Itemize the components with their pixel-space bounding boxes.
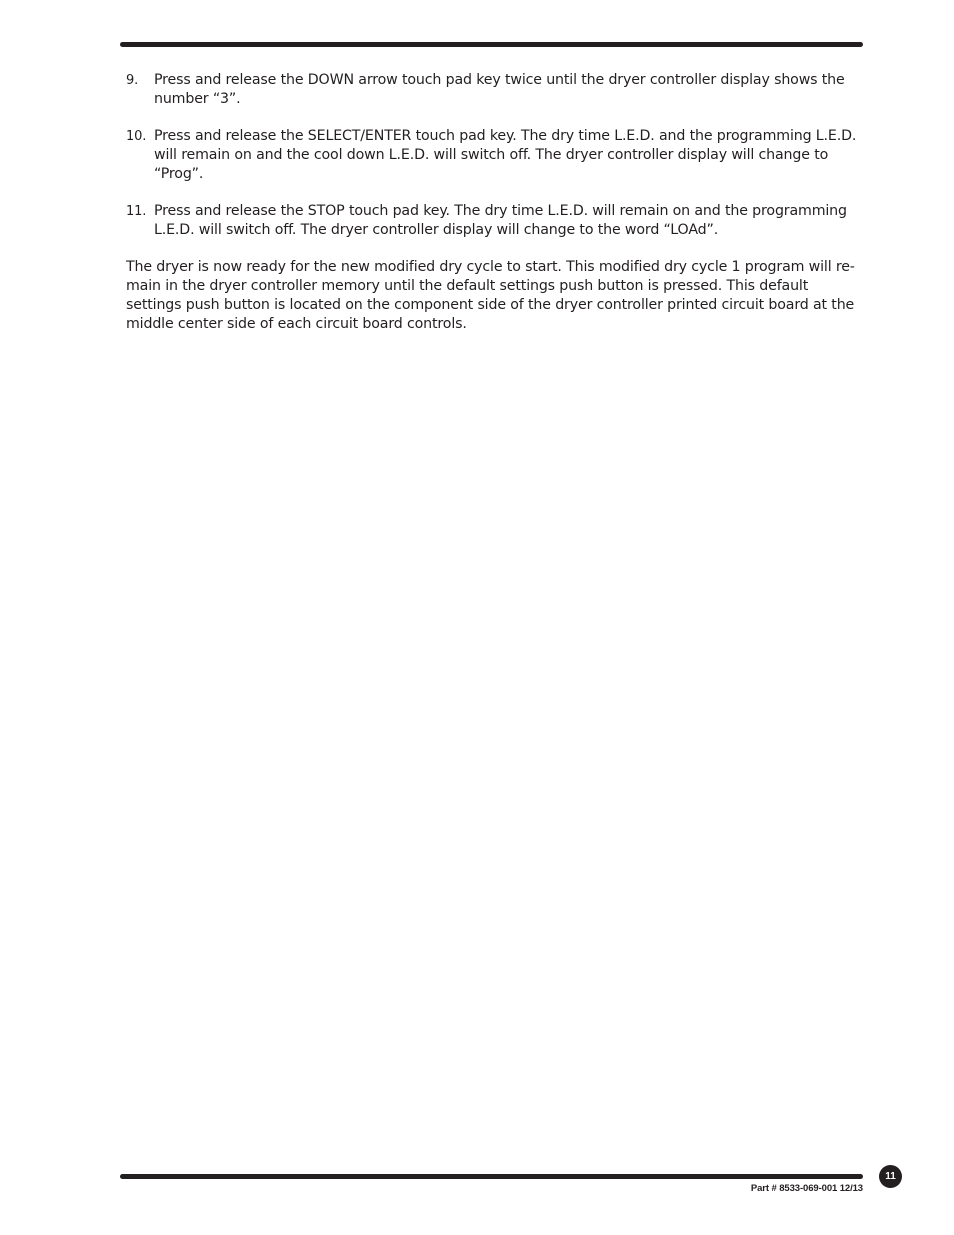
closing-paragraph: The dryer is now ready for the new modified dry cycle to start. This modified dry cycle 1 program will remain in the dryer controller memory until the default settings push button is pressed. This default settings push button is located on the component side of the dryer controller printed circuit board at the middle center side of each circuit board controls. bbox=[126, 259, 855, 332]
step-item bbox=[126, 202, 862, 240]
header-rule bbox=[120, 42, 863, 47]
step-number: 11. bbox=[126, 204, 147, 219]
step-text: Press and release the SELECT/ENTER touch pad key. The dry time L.E.D. and the programming L.E.D. will remain on and the cool down L.E.D. will switch off. The dryer controller display will change to “Prog”. bbox=[154, 128, 857, 182]
page-number-badge: 11 bbox=[879, 1165, 902, 1188]
step-number: 9. bbox=[126, 73, 139, 88]
step-item bbox=[126, 127, 862, 184]
step-text: Press and release the STOP touch pad key. The dry time L.E.D. will remain on and the programming L.E.D. will switch off. The dryer controller display will change to the word “LOAd”. bbox=[154, 203, 847, 238]
step-item bbox=[126, 71, 862, 109]
part-number: Part # 8533-069-001 12/13 bbox=[750, 1183, 863, 1194]
instruction-steps bbox=[126, 71, 862, 240]
footer-rule bbox=[120, 1174, 863, 1179]
step-text: Press and release the DOWN arrow touch pad key twice until the dryer controller display shows the number “3”. bbox=[154, 72, 845, 107]
page-content bbox=[126, 71, 862, 334]
step-number: 10. bbox=[126, 129, 147, 144]
